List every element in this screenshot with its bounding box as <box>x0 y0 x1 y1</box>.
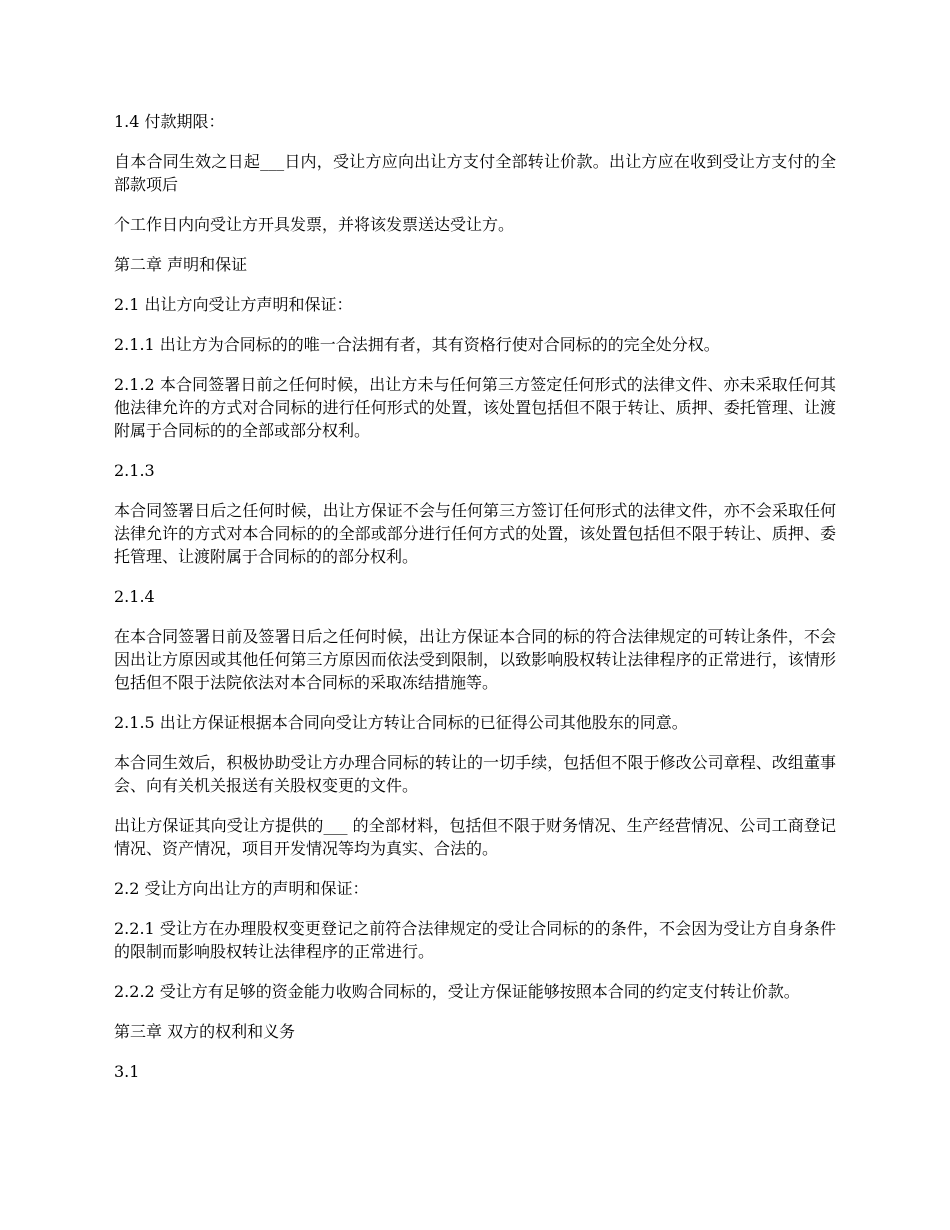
clause-2-1-1: 2.1.1 出让方为合同标的的唯一合法拥有者，其有资格行使对合同标的的完全处分权。 <box>114 335 720 354</box>
invoice-text: 个工作日内向受让方开具发票，并将该发票送达受让方。 <box>114 215 515 234</box>
clause-2-1-4-text: 在本合同签署日前及签署日后之任何时候，出让方保证本合同的标的符合法律规定的可转让条件，不会因出让方原因或其他任何第三方原因而依法受到限制，以致影响股权转让法律程序的正常进行，该情形包括但不限于法院依法对本合同标的采取冻结措施等。 <box>114 627 836 692</box>
assist-transfer-text: 本合同生效后，积极协助受让方办理合同标的转让的一切手续，包括但不限于修改公司章程、改组董事会、向有关机关报送有关股权变更的文件。 <box>114 753 836 795</box>
clause-3-1-number: 3.1 <box>114 1062 140 1081</box>
clause-2-1-2: 2.1.2 本合同签署日前之任何时候，出让方未与任何第三方签定任何形式的法律文件、亦未采取任何其他法律允许的方式对合同标的进行任何形式的处置，该处置包括但不限于转让、质押、委托管理、让渡附属于合同标的的全部或部分权利。 <box>114 375 836 440</box>
clause-2-2-1: 2.2.1 受让方在办理股权变更登记之前符合法律规定的受让合同标的的条件，不会因为受让方自身条件的限制而影响股权转让法律程序的正常进行。 <box>114 919 836 961</box>
clause-2-2-heading: 2.2 受让方向出让方的声明和保证： <box>114 879 369 898</box>
clause-1-4-heading: 1.4 付款期限： <box>114 112 225 131</box>
materials-guarantee-text: 出让方保证其向受让方提供的___ 的全部材料，包括但不限于财务情况、生产经营情况、公司工商登记情况、资产情况，项目开发情况等均为真实、合法的。 <box>114 816 836 858</box>
chapter-3-heading: 第三章 双方的权利和义务 <box>114 1022 296 1041</box>
document-page <box>114 110 836 1100</box>
clause-2-1-5: 2.1.5 出让方保证根据本合同向受让方转让合同标的已征得公司其他股东的同意。 <box>114 713 688 732</box>
chapter-2-heading: 第二章 声明和保证 <box>114 255 248 274</box>
payment-term-text: 自本合同生效之日起___日内，受让方应向出让方支付全部转让价款。出让方应在收到受让方支付的全部款项后 <box>114 152 836 194</box>
clause-2-2-2: 2.2.2 受让方有足够的资金能力收购合同标的，受让方保证能够按照本合同的约定支付转让价款。 <box>114 982 800 1001</box>
clause-2-1-3-text: 本合同签署日后之任何时候，出让方保证不会与任何第三方签订任何形式的法律文件，亦不会采取任何法律允许的方式对本合同标的的全部或部分进行任何方式的处置，该处置包括但不限于转让、质押、委托管理、让渡附属于合同标的的部分权利。 <box>114 501 836 566</box>
clause-2-1-3-number: 2.1.3 <box>114 461 155 480</box>
clause-2-1-heading: 2.1 出让方向受让方声明和保证： <box>114 295 353 314</box>
clause-2-1-4-number: 2.1.4 <box>114 587 155 606</box>
